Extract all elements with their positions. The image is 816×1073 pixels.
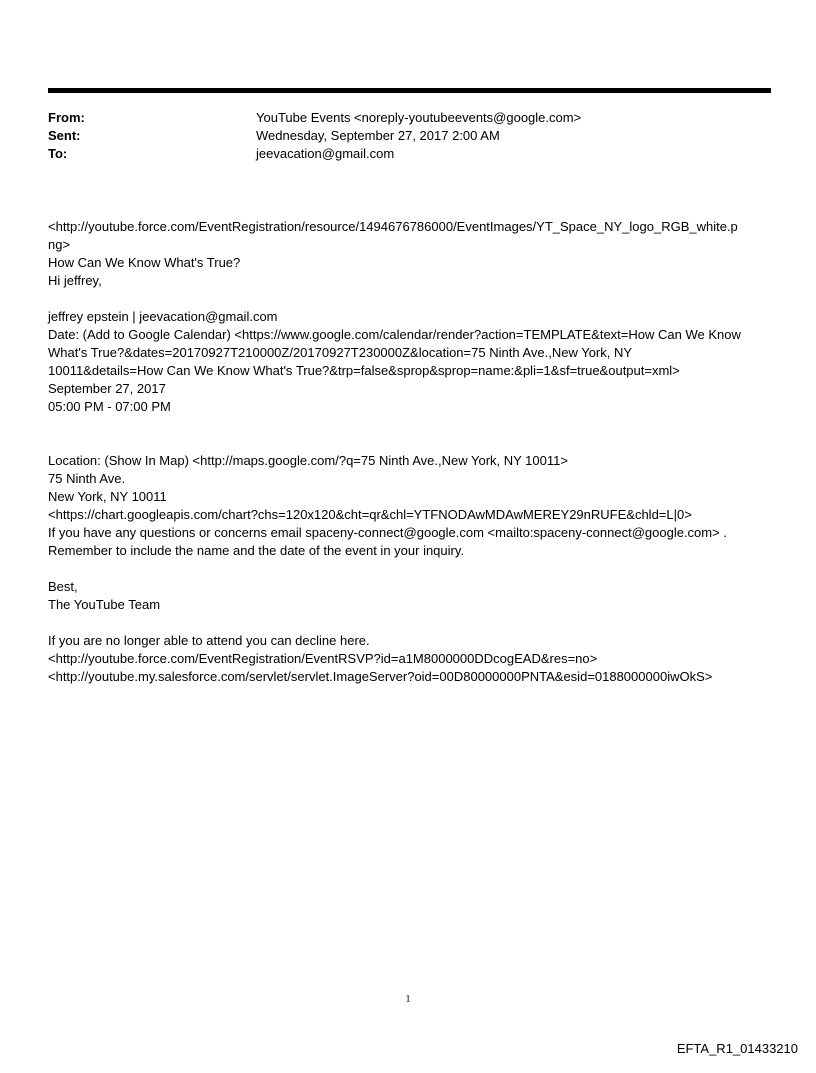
questions-line-1: If you have any questions or concerns email spaceny-connect@google.com <mailto:spaceny-connect@google.com> . — [48, 525, 727, 540]
date-line-2: What's True?&dates=20170927T210000Z/20170927T230000Z&location=75 Ninth Ave.,New York, NY — [48, 345, 633, 360]
address-line-2: New York, NY 10011 — [48, 489, 167, 504]
from-value: YouTube Events <noreply-youtubeevents@google.com> — [256, 110, 582, 125]
sent-value: Wednesday, September 27, 2017 2:00 AM — [256, 128, 500, 143]
date-line-1: Date: (Add to Google Calendar) <https://www.google.com/calendar/render?action=TEMPLATE&text=How Can We Know — [48, 327, 741, 342]
tracking-image-link: <http://youtube.my.salesforce.com/servlet/servlet.ImageServer?oid=00D80000000PNTA&esid=0188000000iwOkS> — [48, 669, 713, 684]
header-divider — [48, 88, 771, 93]
address-line-1: 75 Ninth Ave. — [48, 471, 126, 486]
decline-text: If you are no longer able to attend you can decline here. — [48, 633, 370, 648]
to-value: jeevacation@gmail.com — [256, 146, 395, 161]
to-row — [48, 145, 771, 163]
questions-line-2: Remember to include the name and the date of the event in your inquiry. — [48, 543, 465, 558]
attendee-line: jeffrey epstein | jeevacation@gmail.com — [48, 309, 278, 324]
qr-link: <https://chart.googleapis.com/chart?chs=120x120&cht=qr&chl=YTFNODAwMDAwMEREY29nRUFE&chld=L|0> — [48, 507, 692, 522]
sent-row — [48, 127, 771, 145]
document-id: EFTA_R1_01433210 — [676, 1041, 798, 1056]
signoff: Best, — [48, 579, 78, 594]
event-title: How Can We Know What's True? — [48, 255, 241, 270]
sent-label: Sent: — [48, 128, 81, 143]
event-time: 05:00 PM - 07:00 PM — [48, 399, 171, 414]
from-row — [48, 109, 771, 127]
logo-link-line-2: ng> — [48, 237, 71, 252]
event-date: September 27, 2017 — [48, 381, 166, 396]
from-label: From: — [48, 110, 85, 125]
logo-link-line-1: <http://youtube.force.com/EventRegistration/resource/1494676786000/EventImages/YT_Space_NY_logo_RGB_white.p — [48, 219, 738, 234]
page-number: 1 — [405, 994, 411, 1005]
to-label: To: — [48, 146, 68, 161]
team-signature: The YouTube Team — [48, 597, 161, 612]
greeting: Hi jeffrey, — [48, 273, 102, 288]
email-header — [48, 109, 771, 163]
location-line: Location: (Show In Map) <http://maps.google.com/?q=75 Ninth Ave.,New York, NY 10011> — [48, 453, 568, 468]
email-body — [48, 218, 771, 686]
rsvp-link: <http://youtube.force.com/EventRegistration/EventRSVP?id=a1M8000000DDcogEAD&res=no> — [48, 651, 598, 666]
date-line-3: 10011&details=How Can We Know What's True?&trp=false&sprop&sprop=name:&pli=1&sf=true&output=xml> — [48, 363, 680, 378]
